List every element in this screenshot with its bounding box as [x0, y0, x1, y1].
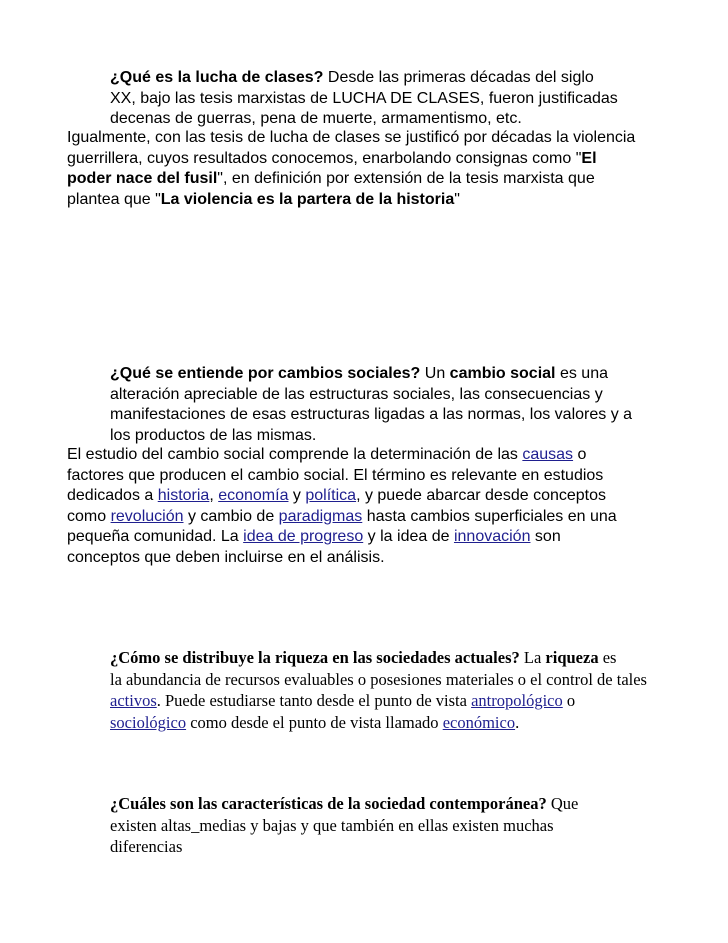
paragraph-lucha-de-clases: [67, 128, 667, 210]
text-line: diferencias: [110, 837, 183, 856]
link-historia[interactable]: historia: [157, 487, 210, 505]
link-antropologico[interactable]: antropológico: [471, 691, 563, 710]
question-heading: ¿Cómo se distribuye la riqueza en las sociedades actuales?: [110, 648, 520, 667]
link-revolucion[interactable]: revolución: [110, 507, 184, 525]
link-economico[interactable]: económico: [442, 712, 516, 732]
text-line: conceptos que deben incluirse en el análisis.: [67, 548, 385, 566]
section-sociedad-contemporanea: [110, 793, 670, 858]
text-line: factores que producen el cambio social. El término es relevante en estudios: [67, 466, 604, 484]
text-line: decenas de guerras, pena de muerte, armamentismo, etc.: [110, 110, 522, 128]
question-heading: ¿Qué es la lucha de clases?: [110, 69, 324, 86]
question-heading: ¿Cuáles son las características de la sociedad contemporánea?: [110, 794, 547, 813]
text-line: la abundancia de recursos evaluables o posesiones materiales o el control de tales: [110, 669, 647, 689]
link-activos[interactable]: activos: [110, 691, 157, 710]
section-lucha-de-clases: [110, 68, 670, 130]
text-line: como revolución y cambio de paradigmas hasta cambios superficiales en una: [67, 507, 617, 525]
link-politica[interactable]: política: [305, 487, 357, 505]
text-line: guerrillera, cuyos resultados conocemos, enarbolando consignas como "El: [67, 149, 597, 167]
section-cambios-sociales: [110, 364, 670, 446]
text-line: sociológico como desde el punto de vista llamado económico.: [110, 712, 520, 732]
link-causas[interactable]: causas: [522, 446, 574, 463]
text-line: existen altas_medias y bajas y que también en ellas existen muchas: [110, 815, 554, 835]
text-line: pequeña comunidad. La idea de progreso y la idea de innovación son: [67, 528, 561, 546]
link-paradigmas[interactable]: paradigmas: [278, 507, 363, 525]
text-line: ¿Qué se entiende por cambios sociales? Un cambio social es una: [110, 365, 608, 382]
text-line: El estudio del cambio social comprende la determinación de las causas o: [67, 446, 587, 463]
link-sociologico[interactable]: sociológico: [110, 712, 187, 732]
text-line: Igualmente, con las tesis de lucha de clases se justificó por décadas la violencia: [67, 129, 636, 146]
text-line: dedicados a historia, economía y política, y puede abarcar desde conceptos: [67, 487, 607, 505]
link-economia[interactable]: economía: [218, 487, 289, 505]
text-line: ¿Cómo se distribuye la riqueza en las sociedades actuales? La riqueza es: [110, 648, 617, 667]
text-line: ¿Cuáles son las características de la sociedad contemporánea? Que: [110, 794, 579, 813]
question-heading: ¿Qué se entiende por cambios sociales?: [110, 365, 421, 382]
paragraph-cambio-social: [67, 445, 667, 569]
section-riqueza: [110, 647, 670, 733]
link-innovacion[interactable]: innovación: [453, 528, 531, 546]
text-line: plantea que "La violencia es la partera de la historia": [67, 190, 460, 208]
link-idea-de-progreso[interactable]: idea de progreso: [243, 528, 364, 546]
text-line: manifestaciones de esas estructuras ligadas a las normas, los valores y a: [110, 406, 633, 424]
text-line: ¿Qué es la lucha de clases? Desde las primeras décadas del siglo: [110, 69, 594, 86]
text-line: los productos de las mismas.: [110, 426, 317, 444]
text-line: activos. Puede estudiarse tanto desde el punto de vista antropológico o: [110, 691, 576, 710]
text-line: poder nace del fusil", en definición por extensión de la tesis marxista que: [67, 170, 595, 188]
text-line: alteración apreciable de las estructuras sociales, las consecuencias y: [110, 385, 603, 403]
text-line: XX, bajo las tesis marxistas de LUCHA DE CLASES, fueron justificadas: [110, 89, 618, 107]
